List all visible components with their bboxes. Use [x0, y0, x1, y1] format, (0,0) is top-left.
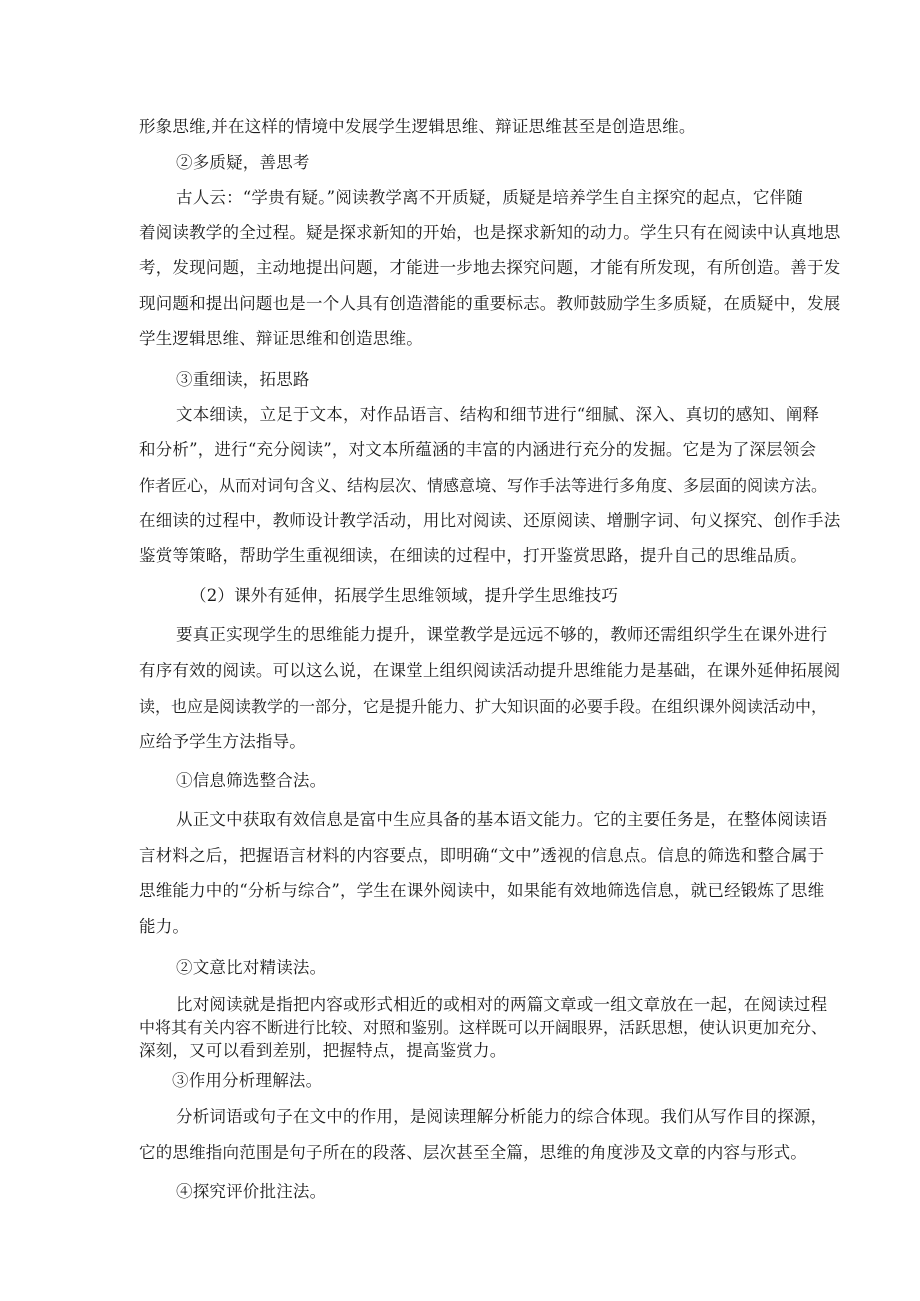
- paragraph-line: 读，也应是阅读教学的一部分，它是提升能力、扩大知识面的必要手段。在组织课外阅读活动中，: [139, 697, 828, 716]
- paragraph-line: 在细读的过程中，教师设计教学活动，用比对阅读、还原阅读、增删字词、句义探究、创作手法: [139, 511, 841, 530]
- paragraph-line: 作者匠心，从而对词句含义、结构层次、情感意境、写作手法等进行多角度、多层面的阅读方法。: [139, 476, 828, 495]
- paragraph-line: 着阅读教学的全过程。疑是探求新知的开始，也是探求新知的动力。学生只有在阅读中认真地思: [139, 223, 841, 242]
- paragraph-line: 深刻，又可以看到差别，把握特点，提高鉴赏力。: [139, 1041, 507, 1060]
- paragraph-line: 古人云：“学贵有疑。”阅读教学离不开质疑，质疑是培养学生自主探究的起点，它伴随: [176, 188, 803, 207]
- paragraph-line: 应给予学生方法指导。: [139, 732, 306, 751]
- paragraph-line: 分析词语或句子在文中的作用，是阅读理解分析能力的综合体现。我们从写作目的探源，: [176, 1107, 828, 1126]
- paragraph-line: 学生逻辑思维、辩证思维和创造思维。: [139, 329, 423, 348]
- subheading-close-reading: ③重细读，拓思路: [176, 370, 310, 389]
- paragraph-line: 能力。: [139, 917, 190, 936]
- paragraph-line: 有序有效的阅读。可以这么说，在课堂上组织阅读活动提升思维能力是基础，在课外延伸拓展阅: [139, 661, 841, 680]
- subheading-annotation: ④探究评价批注法。: [176, 1182, 327, 1201]
- paragraph-line: 要真正实现学生的思维能力提升，课堂教学是远远不够的，教师还需组织学生在课外进行: [176, 625, 828, 644]
- paragraph-line: 思维能力中的“分析与综合”，学生在课外阅读中，如果能有效地筛选信息，就已经锻炼了思维: [139, 881, 825, 900]
- paragraph-line: 中将其有关内容不断进行比较、对照和鉴别。这样既可以开阔眼界，活跃思想，使认识更加充分、: [139, 1018, 828, 1037]
- paragraph-line: 和分析”，进行“充分阅读”，对文本所蕴涵的丰富的内涵进行充分的发掘。它是为了深层领会: [139, 440, 817, 459]
- section-heading-extracurricular: （2）课外有延伸，拓展学生思维领域，提升学生思维技巧: [190, 586, 619, 605]
- subheading-info-filter: ①信息筛选整合法。: [176, 771, 327, 790]
- paragraph-line: 形象思维,并在这样的情境中发展学生逻辑思维、辩证思维甚至是创造思维。: [139, 117, 696, 136]
- subheading-function-analysis: ③作用分析理解法。: [172, 1071, 323, 1090]
- paragraph-line: 文本细读，立足于文本，对作品语言、结构和细节进行“细腻、深入、真切的感知、阐释: [176, 405, 820, 424]
- paragraph-line: 鉴赏等策略，帮助学生重视细读，在细读的过程中，打开鉴赏思路，提升自己的思维品质。: [139, 546, 807, 565]
- paragraph-line: 言材料之后，把握语言材料的内容要点，即明确“文中”透视的信息点。信息的筛选和整合属于: [139, 846, 825, 865]
- paragraph-line: 从正文中获取有效信息是富中生应具备的基本语文能力。它的主要任务是，在整体阅读语: [176, 810, 828, 829]
- paragraph-line: 它的思维指向范围是句子所在的段落、层次甚至全篇，思维的角度涉及文章的内容与形式。: [139, 1143, 807, 1162]
- paragraph-line: 现问题和提出问题也是一个人具有创造潜能的重要标志。教师鼓励学生多质疑，在质疑中，发展: [139, 294, 841, 313]
- paragraph-line: 考，发现问题，主动地提出问题，才能进一步地去探究问题，才能有所发现，有所创造。善于发: [139, 258, 841, 277]
- paragraph-line: 比对阅读就是指把内容或形式相近的或相对的两篇文章或一组文章放在一起，在阅读过程: [176, 995, 828, 1014]
- subheading-question: ②多质疑，善思考: [176, 153, 310, 172]
- subheading-comparison: ②文意比对精读法。: [176, 958, 327, 977]
